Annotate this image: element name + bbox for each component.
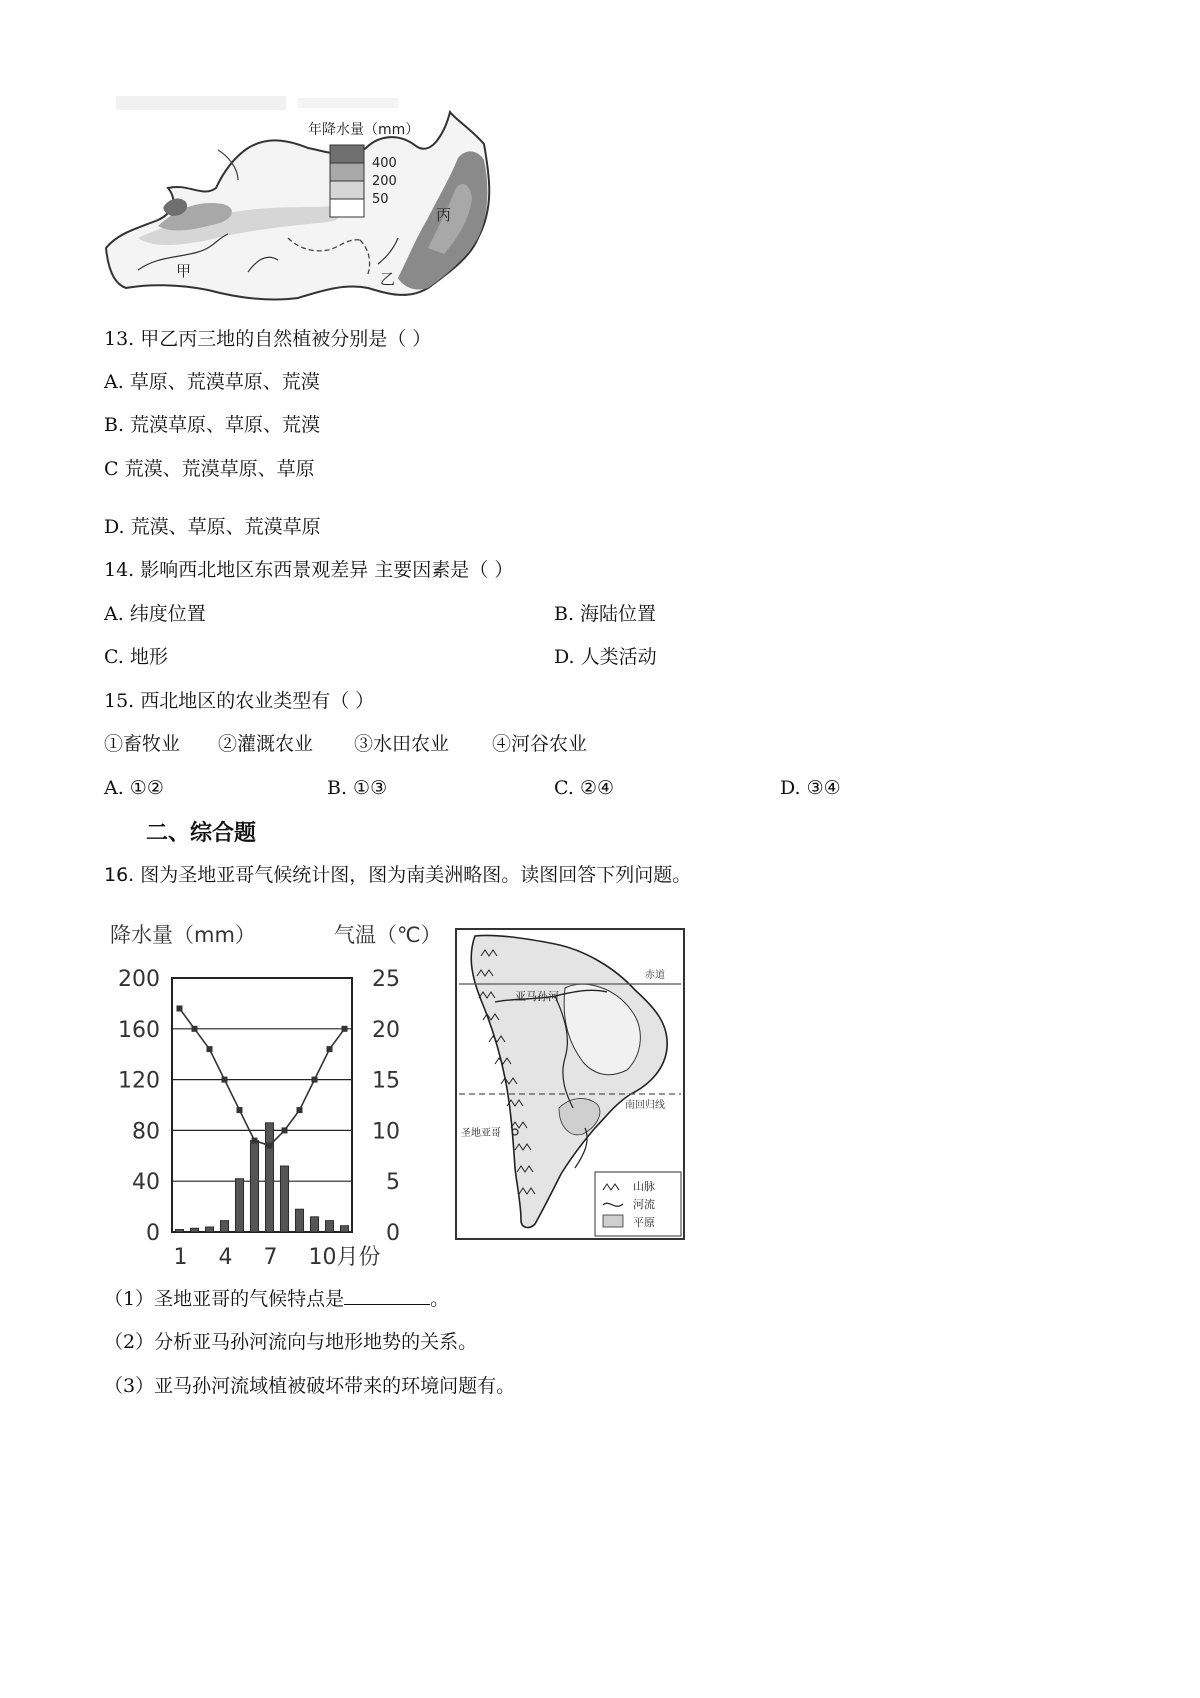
q13-option-a: A. 草原、荒漠草原、荒漠	[104, 371, 320, 393]
label-yi: 乙	[380, 270, 396, 288]
q16-sub1	[104, 1286, 449, 1312]
temp-point	[177, 1005, 183, 1011]
q16-sub3: （3）亚马孙河流域植被破坏带来的环境问题有。	[104, 1375, 516, 1397]
legend-mountain-label: 山脉	[633, 1180, 655, 1193]
temp-tick-label: 0	[386, 1221, 400, 1246]
legend-value-400: 400	[372, 156, 397, 171]
q13-stem: 13. 甲乙丙三地的自然植被分别是（ ）	[104, 328, 432, 350]
south-america-map	[455, 928, 685, 1240]
q15-option-a: A. ①②	[104, 777, 164, 799]
legend-value-200: 200	[372, 174, 397, 189]
precip-bar	[220, 1221, 228, 1232]
equator-label: 赤道	[645, 970, 665, 981]
precip-bar	[310, 1217, 318, 1232]
legend-value-50: 50	[372, 192, 389, 207]
precip-tick-label: 80	[132, 1119, 160, 1145]
climate-chart	[100, 912, 445, 1277]
precip-bar	[265, 1123, 273, 1232]
q14-option-d: D. 人类活动	[554, 646, 657, 668]
section-title: 二、综合题	[146, 821, 257, 846]
x-tick-label: 10月份	[308, 1245, 381, 1270]
santiago-label: 圣地亚哥	[461, 1128, 501, 1139]
label-jia: 甲	[176, 262, 192, 280]
temp-point	[282, 1127, 288, 1133]
q13-option-c: C 荒漠、荒漠草原、草原	[104, 458, 315, 480]
temp-point	[297, 1107, 303, 1113]
x-tick-label: 7	[263, 1245, 278, 1270]
legend-river-label: 河流	[633, 1198, 655, 1211]
chart-frame	[172, 978, 352, 1232]
temp-tick-label: 25	[372, 967, 400, 992]
q14-option-b: B. 海陆位置	[554, 603, 657, 625]
x-tick-label: 1	[173, 1245, 188, 1270]
precip-bar	[205, 1227, 213, 1232]
tropic-label: 南回归线	[625, 1100, 665, 1111]
temp-point	[192, 1026, 198, 1032]
q16-sub1-suffix: 。	[430, 1288, 450, 1310]
precip-tick-label: 40	[132, 1170, 160, 1196]
chart-left-axis-label: 降水量（mm）	[110, 923, 256, 947]
temp-tick-label: 15	[372, 1068, 400, 1094]
q13-option-b: B. 荒漠草原、草原、荒漠	[104, 414, 321, 436]
label-bing: 丙	[436, 206, 452, 224]
x-tick-label: 4	[218, 1245, 233, 1270]
q14-stem: 14. 影响西北地区东西景观差异 主要因素是（ ）	[104, 559, 514, 581]
q16-sub1-text: （1）圣地亚哥的气候特点是	[104, 1288, 345, 1310]
precip-bar	[190, 1228, 198, 1232]
legend-plain-swatch	[603, 1215, 623, 1227]
precip-bar	[340, 1226, 348, 1232]
legend-title: 年降水量（mm）	[308, 122, 420, 138]
q14-option-c: C. 地形	[104, 646, 168, 668]
q14-option-a: A. 纬度位置	[104, 603, 206, 625]
temp-point	[312, 1077, 318, 1083]
q15-option-c: C. ②④	[554, 777, 615, 799]
amazon-label: 亚马孙河	[515, 990, 559, 1003]
q16-sub2: （2）分析亚马孙河流向与地形地势的关系。	[104, 1331, 478, 1353]
precip-bar	[295, 1209, 303, 1232]
legend-plain-label: 平原	[633, 1216, 655, 1229]
chart-right-axis-label: 气温（℃）	[334, 923, 442, 947]
precip-bar	[250, 1141, 258, 1232]
temp-point	[222, 1077, 228, 1083]
q15-item-3: ③水田农业	[354, 733, 450, 755]
temp-tick-label: 5	[386, 1170, 400, 1196]
precip-tick-label: 120	[118, 1068, 160, 1094]
q15-option-b: B. ①③	[327, 777, 388, 799]
q13-option-d: D. 荒漠、草原、荒漠草原	[104, 516, 321, 538]
temp-point	[237, 1107, 243, 1113]
q15-option-d: D. ③④	[780, 777, 841, 799]
precip-tick-label: 160	[118, 1017, 160, 1043]
precip-bar	[280, 1166, 288, 1232]
temp-point	[267, 1143, 273, 1149]
q15-item-1: ①畜牧业	[104, 733, 181, 755]
q16-stem: 16. 图为圣地亚哥气候统计图，图为南美洲略图。读图回答下列问题。	[104, 864, 692, 886]
temp-point	[342, 1026, 348, 1032]
temp-point	[207, 1046, 213, 1052]
temp-tick-label: 10	[372, 1119, 400, 1145]
precip-bar	[325, 1221, 333, 1232]
temp-point	[252, 1138, 258, 1144]
answer-blank[interactable]	[344, 1286, 430, 1305]
q15-item-4: ④河谷农业	[492, 733, 588, 755]
q15-item-2: ②灌溉农业	[218, 733, 314, 755]
precip-tick-label: 200	[118, 967, 160, 992]
precip-tick-label: 0	[146, 1221, 160, 1246]
temp-point	[327, 1046, 333, 1052]
northwest-precipitation-map	[98, 88, 508, 310]
precip-bar	[175, 1229, 183, 1232]
temp-tick-label: 20	[372, 1017, 400, 1043]
precip-bar	[235, 1179, 243, 1232]
q15-stem: 15. 西北地区的农业类型有（ ）	[104, 690, 375, 712]
